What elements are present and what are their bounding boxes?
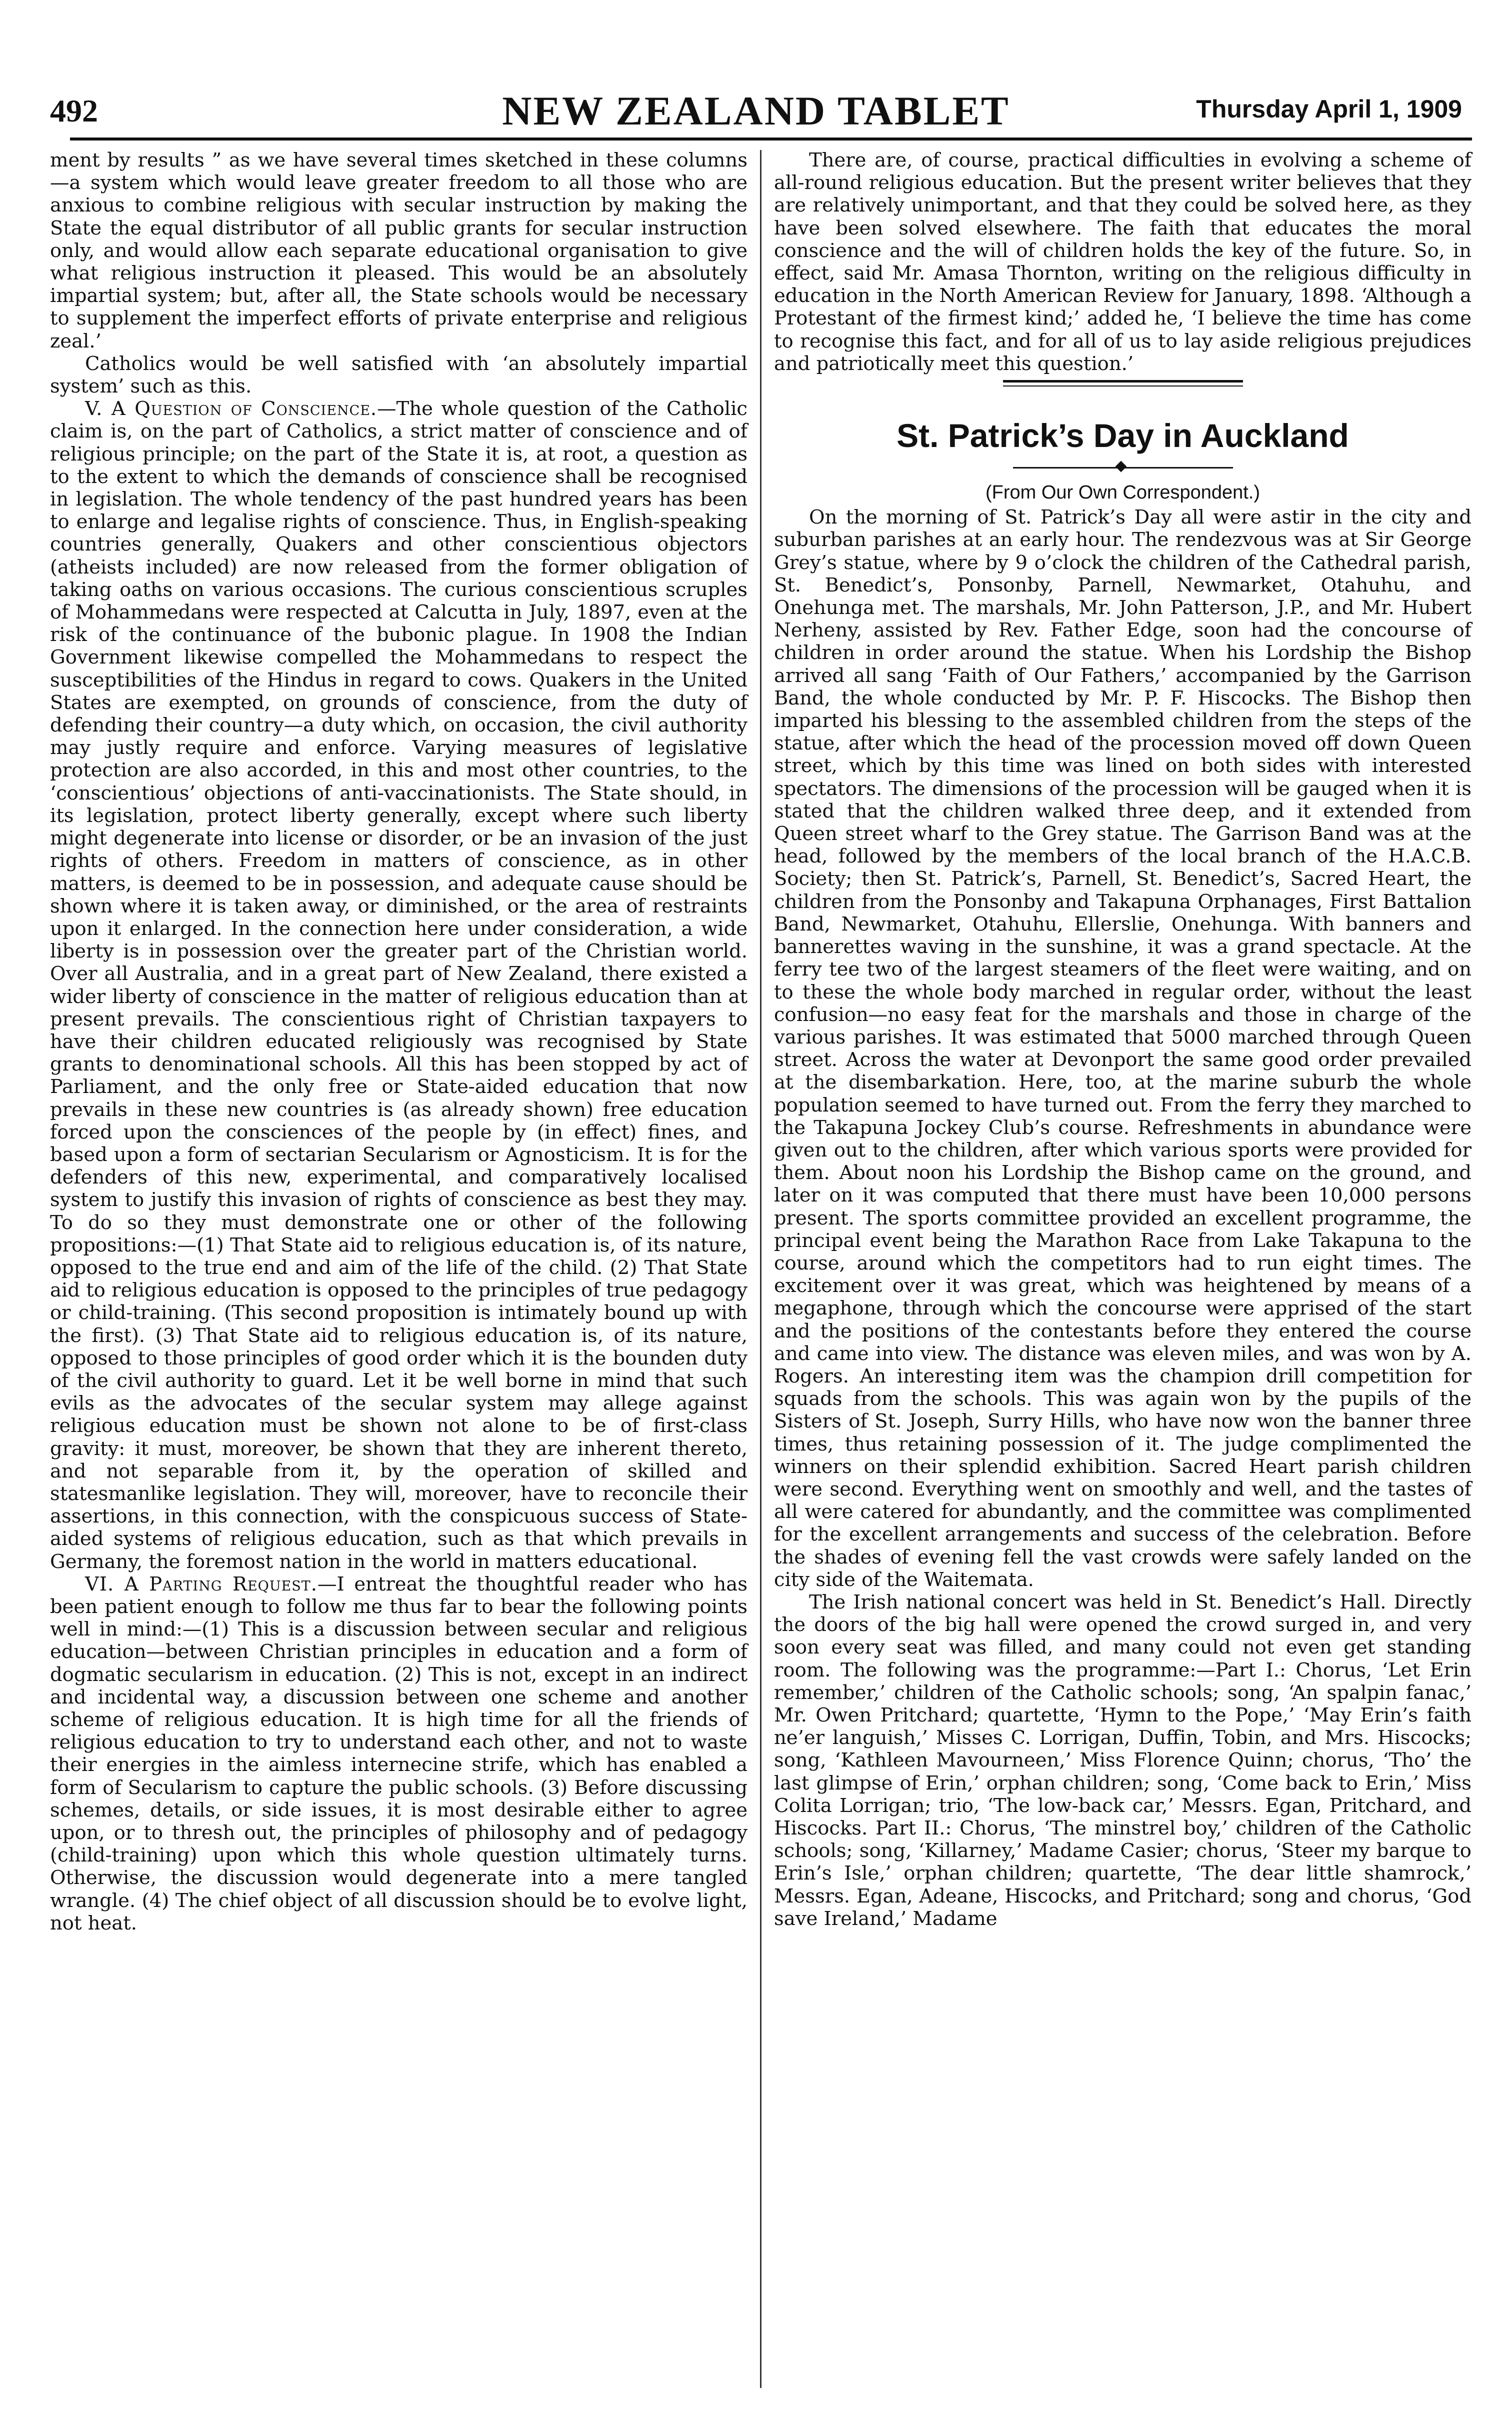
article-end-rule — [1003, 380, 1243, 386]
column-divider — [760, 150, 762, 2388]
paragraph: Catholics would be well satisfied with ‘an absolutely impartial system’ such as this. — [50, 352, 748, 398]
diamond-icon — [1115, 461, 1126, 472]
page-number: 492 — [50, 93, 98, 128]
header-rule — [70, 138, 1472, 140]
section-body: —I entreat the thoughtful reader who has been patient enough to follow me thus far to bear the following points well in mind:—(1) This is a discussion between secular and religious education—between Christian principles in education and a form of dogmatic secularism in education. (2) This is not, except in an indirect and incidental way, a discussion between one scheme and another scheme of religious education. It is high time for all the friends of religious education to try to understand each other, and not to waste their energies in the aimless internecine strife, which has enabled a form of Secularism to capture the public schools. (3) Before discussing schemes, details, or side issues, it is most desirable either to agree upon, or to thresh out, the principles of philosophy and of pedagogy (child-training) upon which this whole question ultimately turns. Otherwise, the discussion would degenerate into a mere tangled wrangle. (4) The chief object of all discussion should be to evolve light, not heat. — [50, 1572, 748, 1934]
page-header — [30, 88, 1482, 138]
paragraph: On the morning of St. Patrick’s Day all were astir in the city and suburban parishes at an early hour. The rendezvous was at Sir George Grey’s statue, where by 9 o’clock the children of the Cathedral parish, St. Benedict’s, Ponsonby, Parnell, Newmarket, Otahuhu, and Onehunga met. The marshals, Mr. John Patterson, J.P., and Mr. Hubert Nerheny, assisted by Rev. Father Edge, soon had the concourse of children in order around the statue. When his Lordship the Bishop arrived all sang ‘Faith of Our Fathers,’ accompanied by the Garrison Band, the whole conducted by Mr. P. F. Hiscocks. The Bishop then imparted his blessing to the assembled children from the steps of the statue, after which the head of the procession moved off down Queen street, which by this time was lined on both sides with interested spectators. The dimensions of the procession will be gauged when it is stated that the children walked three deep, and it extended from Queen street wharf to the Grey statue. The Garrison Band was at the head, followed by the members of the local branch of the H.A.C.B. Society; then St. Patrick’s, Parnell, St. Benedict’s, Sacred Heart, the children from the Ponsonby and Takapuna Orphanages, First Battalion Band, Newmarket, Otahuhu, Ellerslie, Onehunga. With banners and bannerettes waving in the sunshine, it was a grand spectacle. At the ferry tee two of the largest steamers of the fleet were waiting, and on to these the whole body marched in regular order, without the least confusion—no easy feat for the marshals and those in charge of the various parishes. It was estimated that 5000 marched through Queen street. Across the water at Devonport the same good order prevailed at the disembarkation. Here, too, at the marine suburb the whole population seemed to have turned out. From the ferry they marched to the Takapuna Jockey Club’s course. Refreshments in abundance were given out to the children, after which various sports were provided for them. About noon his Lordship the Bishop came on the ground, and later on it was computed that there must have been 10,000 persons present. The sports committee provided an excellent programme, the principal event being the Marathon Race from Lake Takapuna to the course, around which the competitors had to run eight times. The excitement over it was great, which was heightened by means of a megaphone, through which the concourse were apprised of the start and the positions of the contestants before they entered the course and came into view. The distance was eleven miles, and was won by A. Rogers. An interesting item was the champion drill competition for squads from the schools. This was again won by the pupils of the Sisters of St. Joseph, Surry Hills, who have now won the banner three times, thus retaining possession of it. The judge complimented the winners on their splendid exhibition. Sacred Heart parish children were second. Everything went on smoothly and well, and the tastes of all were catered for abundantly, and the committee was complimented for the excellent arrangements and success of the celebration. Before the shades of evening fell the vast crowds were safely landed on the city side of the Waitemata. — [774, 506, 1472, 1591]
section-heading: VI. A Parting Request. — [85, 1572, 318, 1596]
section-heading: V. A Question of Conscience. — [85, 398, 378, 420]
right-column — [774, 149, 1472, 1930]
title-ornament — [1013, 462, 1233, 472]
paragraph-section-v — [50, 398, 748, 1573]
left-column — [50, 149, 748, 1934]
byline: (From Our Own Correspondent.) — [985, 482, 1260, 504]
paragraph: ment by results ” as we have several times sketched in these columns—a system which would leave greater freedom to all those who are anxious to combine religious with secular instruction by making the State the equal distributor of all public grants for secular instruction only, and would allow each separate educational organisation to give what religious instruction it pleased. This would be an absolutely impartial system; but, after all, the State schools would be necessary to supplement the imperfect efforts of private enterprise and religious zeal.’ — [50, 149, 748, 352]
paragraph-section-vi — [50, 1573, 748, 1934]
issue-date: Thursday April 1, 1909 — [1196, 95, 1462, 123]
masthead: NEW ZEALAND TABLET — [502, 88, 1010, 134]
paragraph: The Irish national concert was held in St. Benedict’s Hall. Directly the doors of the big hall were opened the crowd surged in, and very soon every seat was filled, and many could not even get standing room. The following was the programme:—Part I.: Chorus, ‘Let Erin remember,’ children of the Catholic schools; song, ‘An spalpin fanac,’ Mr. Owen Pritchard; quartette, ‘Hymn to the Pope,’ ‘May Erin’s faith ne’er languish,’ Misses C. Lorrigan, Duffin, Tobin, and Mrs. Hiscocks; song, ‘Kathleen Mavourneen,’ Miss Florence Quinn; chorus, ‘Tho’ the last glimpse of Erin,’ orphan children; song, ‘Come back to Erin,’ Miss Colita Lorrigan; trio, ‘The low-back car,’ Messrs. Egan, Pritchard, and Hiscocks. Part II.: Chorus, ‘The minstrel boy,’ children of the Catholic schools; song, ‘Killarney,’ Madame Casier; chorus, ‘Steer my barque to Erin’s Isle,’ orphan children; quartette, ‘The dear little shamrock,’ Messrs. Egan, Adeane, Hiscocks, and Pritchard; song and chorus, ‘God save Ireland,’ Madame — [774, 1590, 1472, 1930]
section-body: —The whole question of the Catholic claim is, on the part of Catholics, a strict matter of conscience and of religious principle; on the part of the State it is, at root, a question as to the extent to which the demands of conscience shall be recognised in legislation. The whole tendency of the past hundred years has been to enlarge and legalise rights of conscience. Thus, in English-speaking countries generally, Quakers and other conscientious objectors (atheists included) are now released from the former obligation of taking oaths on various occasions. The curious conscientious scruples of Mohammedans were respected at Calcutta in July, 1897, even at the risk of the continuance of the bubonic plague. In 1908 the Indian Government likewise compelled the Mohammedans to respect the susceptibilities of the Hindus in regard to cows. Quakers in the United States are exempted, on grounds of conscience, from the duty of defending their country—a duty which, on occasion, the civil authority may justly require and enforce. Varying measures of legislative protection are also accorded, in this and most other countries, to the ‘conscientious’ objections of anti-vaccinationists. The State should, in its legislation, protect liberty generally, except where such liberty might degenerate into license or disorder, or be an invasion of the just rights of others. Freedom in matters of conscience, as in other matters, is deemed to be in possession, and adequate cause should be shown where it is taken away, or diminished, or the area of restraints upon it enlarged. In the connection here under consideration, a wide liberty is in possession over the greater part of the Christian world. Over all Australia, and in a great part of New Zealand, there existed a wider liberty of conscience in the matter of religious education than at present prevails. The conscientious right of Christian taxpayers to have their children educated religiously was recognised by State grants to denominational schools. All this has been stopped by act of Parliament, and the only free or State-aided education that now prevails in these new countries is (as already shown) free education forced upon the consciences of the people by (in effect) fines, and based upon a form of sectarian Secularism or Agnosticism. It is for the defenders of this new, experimental, and comparatively localised system to justify this invasion of rights of conscience as best they may. To do so they must demonstrate one or other of the following propositions:—(1) That State aid to religious education is, of its nature, opposed to the true end and aim of the life of the child. (2) That State aid to religious education is opposed to the principles of true pedagogy or child-training. (This second proposition is intimately bound up with the first). (3) That State aid to religious education is, of its nature, opposed to those principles of good order which it is the bounden duty of the civil authority to guard. Let it be well borne in mind that such evils as the advocates of the secular system may allege against religious education must be shown not alone to be of first-class gravity: it must, moreover, be shown that they are inherent thereto, and not separable from it, by the operation of skilled and statesmanlike legislation. They will, moreover, have to reconcile their assertions, in this connection, with the conspicuous success of State-aided systems of religious education, such as that which prevails in Germany, the foremost nation in the world in matters educational. — [50, 398, 748, 1573]
paragraph: There are, of course, practical difficulties in evolving a scheme of all-round religious education. But the present writer believes that they are relatively unimportant, and that they could be solved here, as they have been solved elsewhere. The faith that educates the moral conscience and the will of children holds the key of the future. So, in effect, said Mr. Amasa Thornton, writing on the religious difficulty in education in the North American Review for January, 1898. ‘Although a Protestant of the firmest kind;’ added he, ‘I believe the time has come to recognise this fact, and for all of us to lay aside religious prejudices and patriotically meet this question.’ — [774, 149, 1472, 375]
article-title: St. Patrick’s Day in Auckland — [896, 417, 1349, 454]
